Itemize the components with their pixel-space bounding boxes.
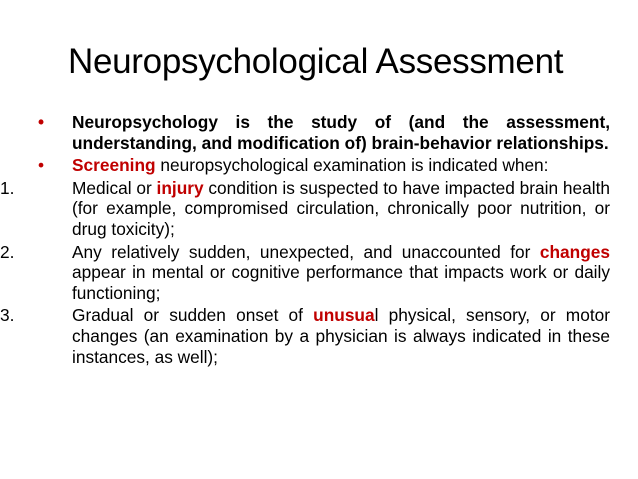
list-text-before: Gradual or sudden onset of	[72, 305, 314, 326]
list-item-2	[0, 241, 610, 304]
list-number: 2.	[0, 241, 15, 262]
bullet-marker: •	[38, 155, 45, 176]
list-text-after: condition is suspected to have impacted brain health (for example, compromised circulation, chronically poor nutrition, or drug toxicity);	[72, 177, 610, 239]
bullet-screening	[36, 155, 610, 176]
bullet-definition	[36, 112, 610, 153]
bullet-marker: •	[38, 112, 45, 132]
highlight-unusual: unusua	[313, 305, 375, 326]
list-text-before: Any relatively sudden, unexpected, and unaccounted for	[72, 241, 540, 262]
list-text-before: Medical or	[72, 177, 157, 198]
list-number: 3.	[0, 305, 15, 326]
highlight-changes: changes	[539, 241, 610, 262]
highlight-injury: injury	[156, 177, 204, 198]
list-number: 1.	[0, 177, 15, 198]
slide-body	[0, 112, 610, 369]
list-item-1	[0, 177, 610, 240]
highlight-screening: Screening	[72, 155, 156, 176]
list-text-after: appear in mental or cognitive performance that impacts work or daily functioning;	[72, 262, 610, 303]
bullet-text: neuropsychological examination is indicated when:	[155, 155, 549, 176]
list-item-3	[0, 305, 610, 367]
bullet-text: Neuropsychology is the study of (and the assessment, understanding, and modification of) brain-behavior relationships.	[72, 112, 610, 153]
list-text-after: l physical, sensory, or motor changes (an examination by a physician is always indicated in these instances, as well);	[72, 305, 610, 367]
slide-title: Neuropsychological Assessment	[68, 42, 564, 81]
